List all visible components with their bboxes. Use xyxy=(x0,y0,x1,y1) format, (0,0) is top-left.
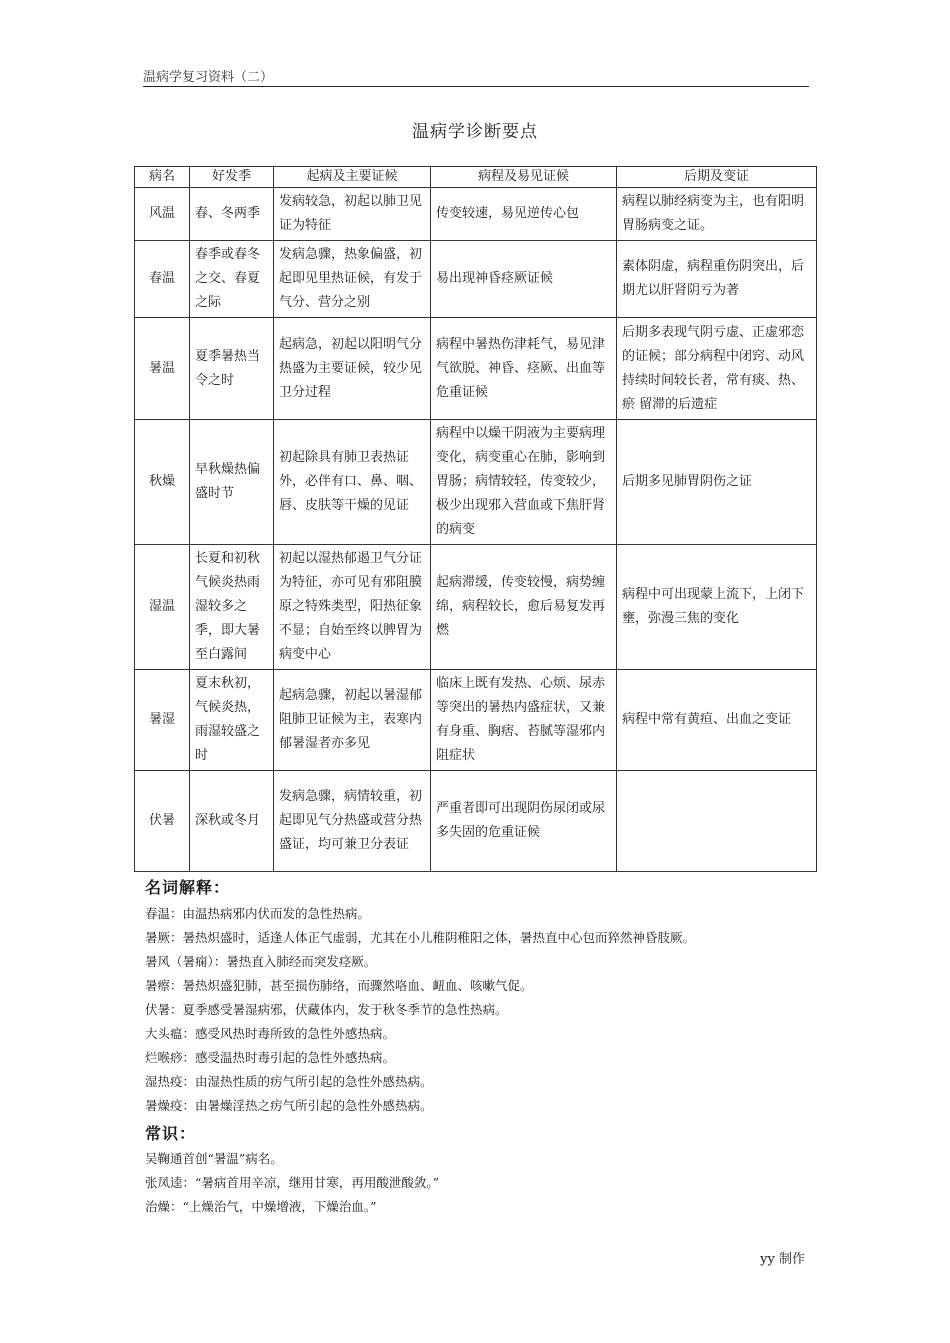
disease-name-cell: 秋燥 xyxy=(135,420,190,545)
glossary-item: 暑厥：暑热炽盛时，适逢人体正气虚弱，尤其在小儿稚阴稚阳之体，暑热直中心包而猝然神昏肢厥。 xyxy=(145,930,696,945)
diagnosis-table xyxy=(134,166,817,872)
glossary-heading: 名词解释： xyxy=(145,878,231,897)
season-cell: 长夏和初秋气候炎热雨湿较多之季，即大暑至白露间 xyxy=(190,545,274,670)
onset-cell: 发病急骤，病情较重，初起即见气分热盛或营分热盛证，均可兼卫分表证 xyxy=(274,771,431,872)
course-cell: 临床上既有发热、心烦、尿赤等突出的暑热内盛症状，又兼有身重、胸痞、苔腻等湿邪内阻症状 xyxy=(431,670,617,771)
common-knowledge-item: 张凤逵：“暑病首用辛凉，继用甘寒，再用酸泄酸敛。” xyxy=(145,1175,440,1190)
season-cell: 春季或春冬之交、春夏之际 xyxy=(190,241,274,318)
onset-cell: 初起除具有肺卫表热证外，必伴有口、鼻、咽、唇、皮肤等干燥的见证 xyxy=(274,420,431,545)
header-rule xyxy=(143,86,809,87)
glossary-item: 春温：由温热病邪内伏而发的急性热病。 xyxy=(145,906,371,921)
onset-cell: 发病急骤，热象偏盛，初起即见里热证候，有发于气分、营分之别 xyxy=(274,241,431,318)
disease-name-cell: 伏暑 xyxy=(135,771,190,872)
disease-name-cell: 暑湿 xyxy=(135,670,190,771)
glossary-item: 伏暑：夏季感受暑湿病邪，伏藏体内，发于秋冬季节的急性热病。 xyxy=(145,1002,508,1017)
column-header: 起病及主要证候 xyxy=(274,167,431,188)
course-cell: 传变较速，易见逆传心包 xyxy=(431,188,617,241)
column-header: 好发季 xyxy=(190,167,274,188)
disease-name-cell: 暑温 xyxy=(135,318,190,420)
glossary-item: 暑风（暑痫）：暑热直入肺经而突发痉厥。 xyxy=(145,954,377,969)
late-stage-cell: 素体阴虚，病程重伤阴突出，后期尤以肝肾阴亏为著 xyxy=(617,241,817,318)
onset-cell: 初起以湿热郁遏卫气分证为特征，亦可见有邪阻膜原之特殊类型，阳热征象不显；自始至终以脾胃为病变中心 xyxy=(274,545,431,670)
season-cell: 春、冬两季 xyxy=(190,188,274,241)
season-cell: 深秋或冬月 xyxy=(190,771,274,872)
column-header: 病名 xyxy=(135,167,190,188)
onset-cell: 起病急，初起以阳明气分热盛为主要证候，较少见卫分过程 xyxy=(274,318,431,420)
glossary-item: 湿热疫：由湿热性质的疠气所引起的急性外感热病。 xyxy=(145,1074,433,1089)
glossary-item: 大头瘟：感受风热时毒所致的急性外感热病。 xyxy=(145,1026,396,1041)
season-cell: 夏季暑热当令之时 xyxy=(190,318,274,420)
course-cell: 病程中以燥干阴液为主要病理变化，病变重心在肺，影响到胃肠；病情较轻，传变较少，极少出现邪入营血或下焦肝肾的病变 xyxy=(431,420,617,545)
late-stage-cell: 病程中可出现蒙上流下，上闭下壅，弥漫三焦的变化 xyxy=(617,545,817,670)
late-stage-cell: 病程中常有黄疸、出血之变证 xyxy=(617,670,817,771)
late-stage-cell xyxy=(617,771,817,872)
common-knowledge-item: 吴鞠通首创“暑温”病名。 xyxy=(145,1151,283,1166)
onset-cell: 发病较急，初起以肺卫见证为特征 xyxy=(274,188,431,241)
glossary-item: 烂喉痧：感受温热时毒引起的急性外感热病。 xyxy=(145,1050,396,1065)
table-header-row xyxy=(135,167,817,188)
column-header: 病程及易见证候 xyxy=(431,167,617,188)
disease-name-cell: 春温 xyxy=(135,241,190,318)
footer-credit: yy 制作 xyxy=(760,1252,805,1267)
running-header: 温病学复习资料（二） xyxy=(143,70,274,85)
common-knowledge-heading: 常识： xyxy=(145,1124,197,1143)
table-row xyxy=(135,771,817,872)
glossary-item: 暑燥疫：由暑燥淫热之疠气所引起的急性外感热病。 xyxy=(145,1098,433,1113)
course-cell: 起病滞缓，传变较慢，病势缠绵，病程较长，愈后易复发再燃 xyxy=(431,545,617,670)
late-stage-cell: 后期多表现气阴亏虚、正虚邪恋的证候；部分病程中闭窍、动风持续时间较长者，常有痰、热、瘀 留滞的后遗症 xyxy=(617,318,817,420)
glossary-item: 暑瘵：暑热炽盛犯肺，甚至损伤肺络，而骤然咯血、衄血、咳嗽气促。 xyxy=(145,978,533,993)
table-row xyxy=(135,188,817,241)
late-stage-cell: 后期多见肺胃阴伤之证 xyxy=(617,420,817,545)
course-cell: 严重者即可出现阴伤尿闭或尿多失固的危重证候 xyxy=(431,771,617,872)
course-cell: 病程中暑热伤津耗气，易见津气欲脱、神昏、痉厥、出血等危重证候 xyxy=(431,318,617,420)
page-title: 温病学诊断要点 xyxy=(412,122,538,142)
late-stage-cell: 病程以肺经病变为主，也有阳明胃肠病变之证。 xyxy=(617,188,817,241)
table-row xyxy=(135,318,817,420)
column-header: 后期及变证 xyxy=(617,167,817,188)
table-row xyxy=(135,670,817,771)
disease-name-cell: 湿温 xyxy=(135,545,190,670)
table-row xyxy=(135,420,817,545)
season-cell: 早秋燥热偏盛时节 xyxy=(190,420,274,545)
onset-cell: 起病急骤，初起以暑湿郁阻肺卫证候为主，表寒内郁暑湿者亦多见 xyxy=(274,670,431,771)
table-row xyxy=(135,545,817,670)
course-cell: 易出现神昏痉厥证候 xyxy=(431,241,617,318)
table-row xyxy=(135,241,817,318)
disease-name-cell: 风温 xyxy=(135,188,190,241)
season-cell: 夏末秋初，气候炎热，雨湿较盛之时 xyxy=(190,670,274,771)
common-knowledge-item: 治燥：“上燥治气，中燥增液，下燥治血。” xyxy=(145,1199,377,1214)
